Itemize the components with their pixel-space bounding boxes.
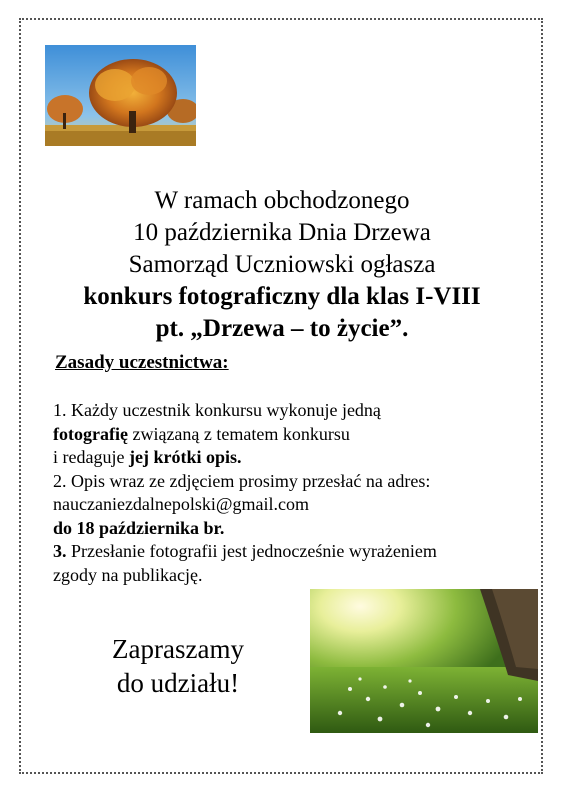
rules-list xyxy=(53,399,533,587)
rule-1-line-1: 1. Każdy uczestnik konkursu wykonuje jedną xyxy=(53,400,381,420)
invite-line-2: do udziału! xyxy=(116,668,240,698)
invite-line-1: Zapraszamy xyxy=(112,634,244,664)
forest-meadow-photo xyxy=(310,589,538,733)
heading-line-2: 10 października Dnia Drzewa xyxy=(133,219,431,246)
deadline xyxy=(53,517,533,541)
rule-1-line-2-rest: związaną z tematem konkursu xyxy=(127,423,350,444)
rule-1-photo-bold: fotografię xyxy=(53,423,128,444)
rule-2-line-1: 2. Opis wraz ze zdjęciem prosimy przesłać na adres: xyxy=(53,470,431,491)
rule-3-text: Przesłanie fotografii jest jednocześnie wyrażeniem xyxy=(66,541,437,561)
announcement-heading xyxy=(20,185,544,345)
autumn-tree-photo xyxy=(45,45,196,146)
rule-3-line-1 xyxy=(53,540,533,564)
contest-title: pt. „Drzewa – to życie”. xyxy=(155,315,409,342)
heading-line-1: W ramach obchodzonego xyxy=(154,187,410,214)
rule-1-line-3 xyxy=(53,446,533,470)
contact-email: nauczaniezdalnepolski@gmail.com xyxy=(53,494,309,514)
rule-3-number: 3. xyxy=(53,541,67,561)
deadline-bold: do 18 października br. xyxy=(53,517,225,538)
invitation xyxy=(85,632,271,700)
contest-name: konkurs fotograficzny dla klas I-VIII xyxy=(83,283,481,310)
rule-3-line-2: zgody na publikację. xyxy=(53,564,203,585)
rules-title: Zasady uczestnictwa: xyxy=(55,352,229,373)
rule-1-line-3-start: i redaguje xyxy=(53,447,129,467)
rule-1-line-2 xyxy=(53,423,533,447)
heading-line-3: Samorząd Uczniowski ogłasza xyxy=(128,251,436,278)
rule-1-description-bold: jej krótki opis. xyxy=(128,447,242,467)
